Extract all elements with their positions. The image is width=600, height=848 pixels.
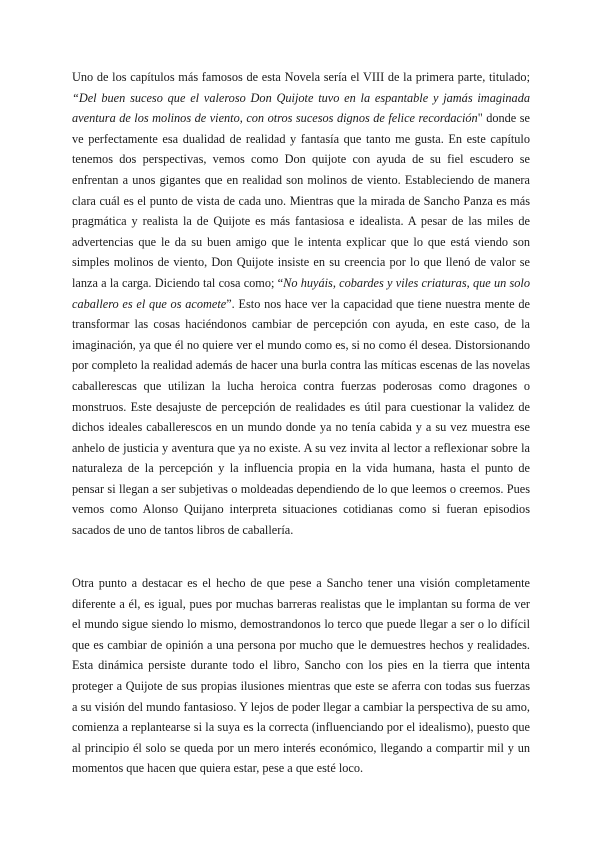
paragraph-1-body: " donde se ve perfectamente esa dualidad de realidad y fantasía que tanto me gusta. En este capítulo tenemos dos perspectivas, vemos como Don quijote con ayuda de su fiel escudero se enfrentan a unos gigantes que en realidad son molinos de viento. Estableciendo de manera clara cuál es el punto de vista de cada uno. Mientras que la mirada de Sancho Panza es más pragmática y realista la de Quijote es más fantasiosa e idealista. A pesar de las miles de advertencias que le da su buen amigo que le intenta explicar que lo que está viendo son simples molinos de viento, Don Quijote insiste en su creencia por lo que llenó de valor se lanza a la carga. Diciendo tal cosa como; “: [72, 111, 530, 290]
paragraph-1: [72, 67, 530, 541]
paragraph-1-conclusion: ”. Esto nos hace ver la capacidad que tiene nuestra mente de transformar las cosas haciéndonos cambiar de percepción con ayuda, en este caso, de la imaginación, ya que él no quiere ver el mundo como es, si no como él desea. Distorsionando por completo la realidad además de hacer una burla contra las míticas escenas de las novelas caballerescas que utilizan la lucha heroica contra fuerzas poderosas como dragones o monstruos. Este desajuste de percepción de realidades es útil para cuestionar la validez de dichos ideales caballerescos en un mundo donde ya no tenía cabida y a su vez muestra ese anhelo de justicia y aventura que ya no existe. A su vez invita al lector a reflexionar sobre la naturaleza de la percepción y la influencia propia en la vida humana, hasta el punto de pensar si llegan a ser subjetivas o moldeadas dependiendo de lo que leemos o creemos. Pues vemos como Alonso Quijano interpreta situaciones cotidianas como si fueran episodios sacados de uno de tantos libros de caballería.: [72, 296, 530, 538]
paragraph-2: Otra punto a destacar es el hecho de que pese a Sancho tener una visión completamente diferente a él, es igual, pues por muchas barreras realistas que le implantan su forma de ver el mundo sigue siendo lo mismo, demostrandonos lo terco que puede llegar a ser o lo difícil que es cambiar de opinión a una persona por mucho que le demuestres hechos y realidades. Esta dinámica persiste durante todo el libro, Sancho con los pies en la tierra que intenta proteger a Quijote de sus propias ilusiones mientras que este se aferra con todas sus fuerzas a su visión del mundo fantasioso. Y lejos de poder llegar a cambiar la perspectiva de su amo, comienza a replantearse si la suya es la correcta (influenciando por el idealismo), puesto que al principio él solo se queda por un mero interés económico, llegando a compartir mil y un momentos que hacen que quiera estar, pese a que esté loco.: [72, 576, 530, 776]
quijote-quote: No huyáis, cobardes y viles criaturas, que un solo caballero es el que os acomete: [72, 275, 530, 311]
paragraph-1-intro: Uno de los capítulos más famosos de esta Novela sería el VIII de la primera parte, titulado;: [72, 70, 530, 84]
chapter-title-quote: “Del buen suceso que el valeroso Don Quijote tuvo en la espantable y jamás imaginada aventura de los molinos de viento, con otros sucesos dignos de felice recordación: [72, 90, 530, 126]
